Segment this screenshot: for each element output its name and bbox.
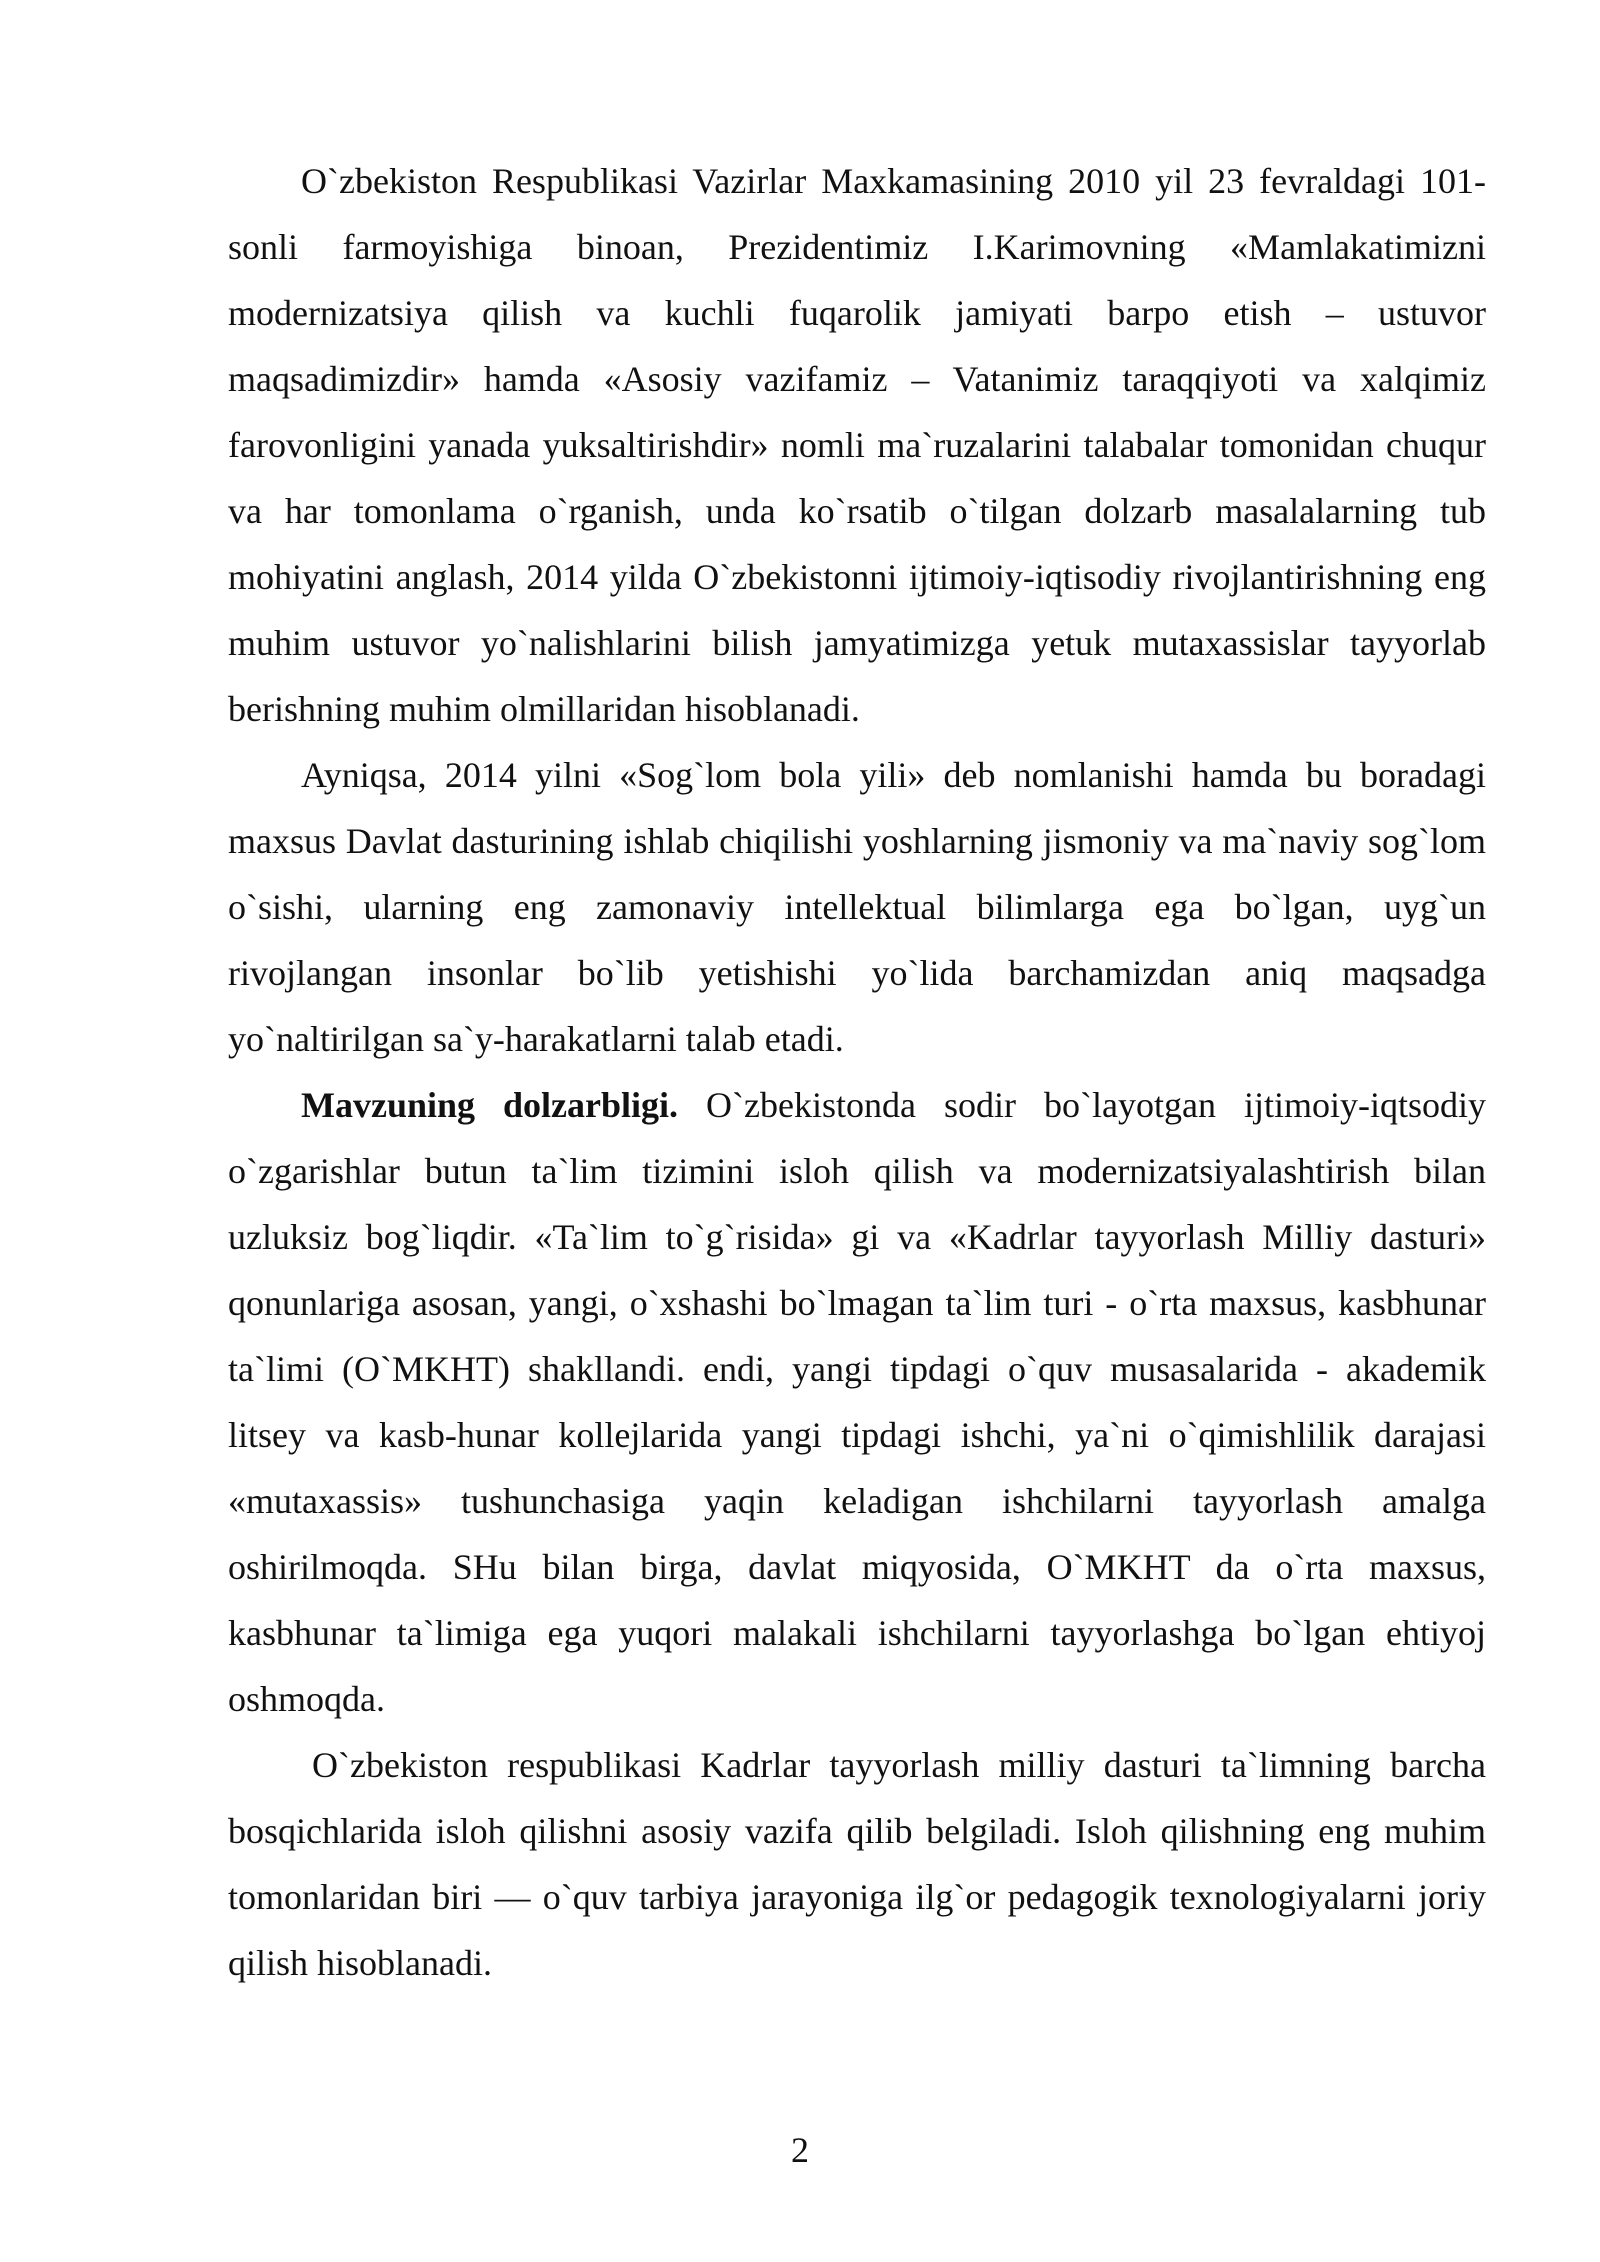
document-body (228, 148, 1486, 1996)
paragraph-topic-relevance (228, 1072, 1486, 1732)
paragraph-text: O`zbekiston Respublikasi Vazirlar Maxkamasining 2010 yil 23 fevraldagi 101-sonli farmoyishiga binoan, Prezidentimiz I.Karimovning «Mamlakatimizni modernizatsiya qilish va kuchli fuqarolik jamiyati barpo etish – ustuvor maqsadimizdir» hamda «Asosiy vazifamiz – Vatanimiz taraqqiyoti va xalqimiz farovonligini yanada yuksaltirishdir» nomli ma`ruzalarini talabalar tomonidan chuqur va har tomonlama o`rganish, unda ko`rsatib o`tilgan dolzarb masalalarning tub mohiyatini anglash, 2014 yilda O`zbekistonni ijtimoiy-iqtisodiy rivojlantirishning eng muhim ustuvor yo`nalishlarini bilish jamyatimizga yetuk mutaxassislar tayyorlab berishning muhim olmillaridan hisoblanadi. (228, 161, 1486, 729)
paragraph-text: O`zbekiston respublikasi Kadrlar tayyorlash milliy dasturi ta`limning barcha bosqichlarida isloh qilishni asosiy vazifa qilib belgiladi. Isloh qilishning eng muhim tomonlaridan biri — o`quv tarbiya jarayoniga ilg`or pedagogik texnologiyalarni joriy qilish hisoblanadi. (228, 1745, 1486, 1983)
paragraph-text: Ayniqsa, 2014 yilni «Sog`lom bola yili» deb nomlanishi hamda bu boradagi maxsus Davlat dasturining ishlab chiqilishi yoshlarning jismoniy va ma`naviy sog`lom o`sishi, ularning eng zamonaviy intellektual bilimlarga ega bo`lgan, uyg`un rivojlangan insonlar bo`lib yetishishi yo`lida barchamizdan aniq maqsadga yo`naltirilgan sa`y-harakatlarni talab etadi. (228, 755, 1486, 1059)
paragraph-bold-lead: Mavzuning dolzarbligi. (301, 1085, 679, 1125)
page-number: 2 (791, 2130, 809, 2170)
paragraph-personnel-program (228, 1732, 1486, 1996)
paragraph-text: O`zbekistonda sodir bo`layotgan ijtimoiy-iqtsodiy o`zgarishlar butun ta`lim tizimini isloh qilish va modernizatsiyalashtirish bilan uzluksiz bog`liqdir. «Ta`lim to`g`risida» gi va «Kadrlar tayyorlash Milliy dasturi» qonunlariga asosan, yangi, o`xshashi bo`lmagan ta`lim turi - o`rta maxsus, kasbhunar ta`limi (O`MKHT) shakllandi. endi, yangi tipdagi o`quv musasalarida - akademik litsey va kasb-hunar kollejlarida yangi tipdagi ishchi, ya`ni o`qimishlilik darajasi «mutaxassis» tushunchasiga yaqin keladigan ishchilarni tayyorlash amalga oshirilmoqda. SHu bilan birga, davlat miqyosida, O`MKHT da o`rta maxsus, kasbhunar ta`limiga ega yuqori malakali ishchilarni tayyorlashga bo`lgan ehtiyoj oshmoqda. (228, 1085, 1486, 1719)
paragraph-healthy-child-year (228, 742, 1486, 1072)
paragraph-intro (228, 148, 1486, 742)
